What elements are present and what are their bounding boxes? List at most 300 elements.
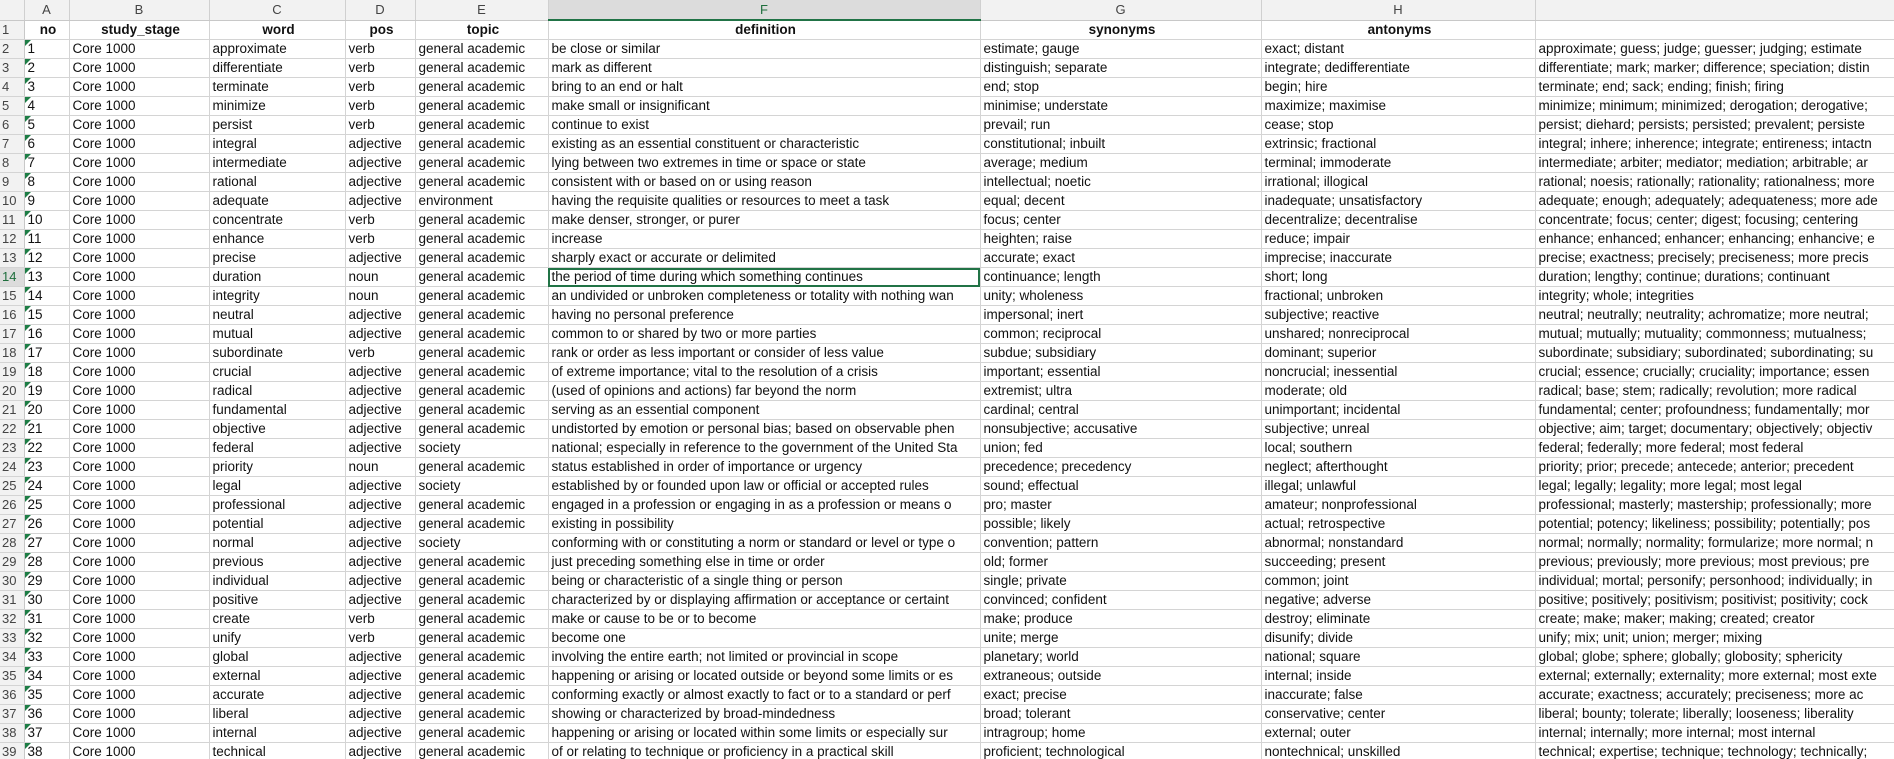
cell-antonyms[interactable]: inaccurate; false	[1261, 686, 1535, 705]
cell-word-family[interactable]: liberal; bounty; tolerate; liberally; looseness; liberality	[1535, 705, 1894, 724]
cell-word-family[interactable]: concentrate; focus; center; digest; focusing; centering	[1535, 211, 1894, 230]
cell-word-family[interactable]: differentiate; mark; marker; difference; speciation; distin	[1535, 59, 1894, 78]
cell-antonyms[interactable]: external; outer	[1261, 724, 1535, 743]
cell-word[interactable]: previous	[209, 553, 345, 572]
cell-synonyms[interactable]: possible; likely	[980, 515, 1261, 534]
cell-word-family[interactable]: subordinate; subsidiary; subordinated; subordinating; su	[1535, 344, 1894, 363]
cell-synonyms[interactable]: focus; center	[980, 211, 1261, 230]
cell-word[interactable]: approximate	[209, 40, 345, 59]
header-cell-study-stage[interactable]: study_stage	[69, 20, 209, 40]
cell-study-stage[interactable]: Core 1000	[69, 382, 209, 401]
cell-synonyms[interactable]: proficient; technological	[980, 743, 1261, 759]
cell-no[interactable]: 6	[24, 135, 69, 154]
cell-word-family[interactable]: mutual; mutually; mutuality; commonness; mutualness;	[1535, 325, 1894, 344]
cell-word[interactable]: individual	[209, 572, 345, 591]
row-number[interactable]: 39	[0, 743, 24, 759]
cell-word[interactable]: precise	[209, 249, 345, 268]
cell-study-stage[interactable]: Core 1000	[69, 648, 209, 667]
cell-study-stage[interactable]: Core 1000	[69, 401, 209, 420]
cell-word-family[interactable]: precise; exactness; precisely; preciseness; more precis	[1535, 249, 1894, 268]
cell-no[interactable]: 33	[24, 648, 69, 667]
row-number[interactable]: 18	[0, 344, 24, 363]
cell-word[interactable]: rational	[209, 173, 345, 192]
cell-word-family[interactable]: individual; mortal; personify; personhood; individually; in	[1535, 572, 1894, 591]
cell-study-stage[interactable]: Core 1000	[69, 363, 209, 382]
cell-antonyms[interactable]: imprecise; inaccurate	[1261, 249, 1535, 268]
cell-antonyms[interactable]: irrational; illogical	[1261, 173, 1535, 192]
cell-no[interactable]: 15	[24, 306, 69, 325]
cell-pos[interactable]: verb	[345, 344, 415, 363]
cell-topic[interactable]: society	[415, 477, 548, 496]
row-number[interactable]: 26	[0, 496, 24, 515]
cell-study-stage[interactable]: Core 1000	[69, 572, 209, 591]
cell-word-family[interactable]: fundamental; center; profoundness; fundamentally; mor	[1535, 401, 1894, 420]
cell-topic[interactable]: general academic	[415, 40, 548, 59]
cell-word[interactable]: integrity	[209, 287, 345, 306]
cell-study-stage[interactable]: Core 1000	[69, 515, 209, 534]
cell-definition[interactable]: of or relating to technique or proficiency in a practical skill	[548, 743, 980, 759]
cell-word[interactable]: fundamental	[209, 401, 345, 420]
header-cell-word[interactable]: word	[209, 20, 345, 40]
column-letter-b[interactable]: B	[69, 0, 209, 20]
cell-definition[interactable]: engaged in a profession or engaging in as a profession or means o	[548, 496, 980, 515]
cell-antonyms[interactable]: disunify; divide	[1261, 629, 1535, 648]
cell-word[interactable]: mutual	[209, 325, 345, 344]
cell-word-family[interactable]: normal; normally; normality; formularize; more normal; n	[1535, 534, 1894, 553]
cell-no[interactable]: 37	[24, 724, 69, 743]
cell-pos[interactable]: adjective	[345, 192, 415, 211]
row-number[interactable]: 21	[0, 401, 24, 420]
row-number[interactable]: 7	[0, 135, 24, 154]
cell-word-family[interactable]: global; globe; sphere; globally; globosity; sphericity	[1535, 648, 1894, 667]
cell-synonyms[interactable]: cardinal; central	[980, 401, 1261, 420]
cell-no[interactable]: 16	[24, 325, 69, 344]
cell-topic[interactable]: general academic	[415, 363, 548, 382]
cell-definition[interactable]: showing or characterized by broad-mindedness	[548, 705, 980, 724]
cell-word[interactable]: create	[209, 610, 345, 629]
cell-pos[interactable]: adjective	[345, 306, 415, 325]
cell-topic[interactable]: general academic	[415, 249, 548, 268]
cell-definition[interactable]: common to or shared by two or more parties	[548, 325, 980, 344]
cell-study-stage[interactable]: Core 1000	[69, 192, 209, 211]
cell-pos[interactable]: adjective	[345, 363, 415, 382]
cell-study-stage[interactable]: Core 1000	[69, 705, 209, 724]
row-number[interactable]: 30	[0, 572, 24, 591]
row-number[interactable]: 14	[0, 268, 24, 287]
cell-study-stage[interactable]: Core 1000	[69, 40, 209, 59]
cell-antonyms[interactable]: amateur; nonprofessional	[1261, 496, 1535, 515]
cell-no[interactable]: 4	[24, 97, 69, 116]
row-number[interactable]: 13	[0, 249, 24, 268]
cell-study-stage[interactable]: Core 1000	[69, 173, 209, 192]
cell-study-stage[interactable]: Core 1000	[69, 743, 209, 759]
cell-no[interactable]: 20	[24, 401, 69, 420]
cell-topic[interactable]: general academic	[415, 610, 548, 629]
cell-synonyms[interactable]: common; reciprocal	[980, 325, 1261, 344]
cell-no[interactable]: 21	[24, 420, 69, 439]
cell-synonyms[interactable]: planetary; world	[980, 648, 1261, 667]
cell-no[interactable]: 9	[24, 192, 69, 211]
cell-study-stage[interactable]: Core 1000	[69, 249, 209, 268]
cell-topic[interactable]: general academic	[415, 420, 548, 439]
cell-definition[interactable]: lying between two extremes in time or space or state	[548, 154, 980, 173]
cell-no[interactable]: 19	[24, 382, 69, 401]
cell-word-family[interactable]: terminate; end; sack; ending; finish; firing	[1535, 78, 1894, 97]
cell-word-family[interactable]: potential; potency; likeliness; possibility; potentially; pos	[1535, 515, 1894, 534]
cell-topic[interactable]: general academic	[415, 458, 548, 477]
cell-topic[interactable]: society	[415, 439, 548, 458]
cell-pos[interactable]: verb	[345, 78, 415, 97]
cell-word[interactable]: neutral	[209, 306, 345, 325]
cell-study-stage[interactable]: Core 1000	[69, 268, 209, 287]
cell-pos[interactable]: verb	[345, 230, 415, 249]
cell-no[interactable]: 38	[24, 743, 69, 759]
cell-synonyms[interactable]: broad; tolerant	[980, 705, 1261, 724]
cell-synonyms[interactable]: average; medium	[980, 154, 1261, 173]
row-number[interactable]: 22	[0, 420, 24, 439]
cell-topic[interactable]: society	[415, 534, 548, 553]
cell-synonyms[interactable]: nonsubjective; accusative	[980, 420, 1261, 439]
cell-topic[interactable]: general academic	[415, 648, 548, 667]
cell-antonyms[interactable]: succeeding; present	[1261, 553, 1535, 572]
cell-word[interactable]: intermediate	[209, 154, 345, 173]
cell-topic[interactable]: general academic	[415, 382, 548, 401]
cell-word-family[interactable]: objective; aim; target; documentary; objectively; objectiv	[1535, 420, 1894, 439]
row-number[interactable]: 8	[0, 154, 24, 173]
cell-word[interactable]: federal	[209, 439, 345, 458]
cell-pos[interactable]: adjective	[345, 572, 415, 591]
cell-word-family[interactable]: intermediate; arbiter; mediator; mediation; arbitrable; ar	[1535, 154, 1894, 173]
cell-pos[interactable]: noun	[345, 268, 415, 287]
cell-antonyms[interactable]: extrinsic; fractional	[1261, 135, 1535, 154]
cell-pos[interactable]: adjective	[345, 249, 415, 268]
row-number[interactable]: 38	[0, 724, 24, 743]
row-number[interactable]: 25	[0, 477, 24, 496]
cell-definition[interactable]: make or cause to be or to become	[548, 610, 980, 629]
cell-word-family[interactable]: federal; federally; more federal; most federal	[1535, 439, 1894, 458]
cell-study-stage[interactable]: Core 1000	[69, 724, 209, 743]
cell-pos[interactable]: adjective	[345, 135, 415, 154]
cell-definition[interactable]: serving as an essential component	[548, 401, 980, 420]
cell-topic[interactable]: general academic	[415, 572, 548, 591]
cell-word-family[interactable]: enhance; enhanced; enhancer; enhancing; enhancive; e	[1535, 230, 1894, 249]
header-cell-pos[interactable]: pos	[345, 20, 415, 40]
cell-pos[interactable]: adjective	[345, 496, 415, 515]
cell-definition[interactable]: status established in order of importance or urgency	[548, 458, 980, 477]
cell-pos[interactable]: verb	[345, 40, 415, 59]
cell-synonyms[interactable]: accurate; exact	[980, 249, 1261, 268]
cell-topic[interactable]: general academic	[415, 591, 548, 610]
cell-pos[interactable]: adjective	[345, 325, 415, 344]
cell-pos[interactable]: adjective	[345, 705, 415, 724]
cell-antonyms[interactable]: illegal; unlawful	[1261, 477, 1535, 496]
cell-study-stage[interactable]: Core 1000	[69, 477, 209, 496]
cell-definition[interactable]: bring to an end or halt	[548, 78, 980, 97]
cell-definition[interactable]: continue to exist	[548, 116, 980, 135]
cell-synonyms[interactable]: subdue; subsidiary	[980, 344, 1261, 363]
cell-no[interactable]: 8	[24, 173, 69, 192]
cell-word-family[interactable]: positive; positively; positivism; positivist; positivity; cock	[1535, 591, 1894, 610]
cell-word-family[interactable]: minimize; minimum; minimized; derogation; derogative;	[1535, 97, 1894, 116]
cell-synonyms[interactable]: equal; decent	[980, 192, 1261, 211]
cell-study-stage[interactable]: Core 1000	[69, 59, 209, 78]
cell-antonyms[interactable]: conservative; center	[1261, 705, 1535, 724]
cell-synonyms[interactable]: unite; merge	[980, 629, 1261, 648]
cell-word[interactable]: unify	[209, 629, 345, 648]
cell-antonyms[interactable]: exact; distant	[1261, 40, 1535, 59]
cell-pos[interactable]: noun	[345, 287, 415, 306]
row-number[interactable]: 35	[0, 667, 24, 686]
cell-study-stage[interactable]: Core 1000	[69, 610, 209, 629]
row-number[interactable]: 34	[0, 648, 24, 667]
cell-antonyms[interactable]: abnormal; nonstandard	[1261, 534, 1535, 553]
cell-study-stage[interactable]: Core 1000	[69, 211, 209, 230]
cell-word[interactable]: external	[209, 667, 345, 686]
row-number[interactable]: 33	[0, 629, 24, 648]
cell-synonyms[interactable]: minimise; understate	[980, 97, 1261, 116]
row-number[interactable]: 19	[0, 363, 24, 382]
cell-word-family[interactable]: external; externally; externality; more external; most exte	[1535, 667, 1894, 686]
cell-word-family[interactable]: radical; base; stem; radically; revolution; more radical	[1535, 382, 1894, 401]
row-number[interactable]: 2	[0, 40, 24, 59]
cell-antonyms[interactable]: actual; retrospective	[1261, 515, 1535, 534]
row-number[interactable]: 17	[0, 325, 24, 344]
cell-pos[interactable]: adjective	[345, 534, 415, 553]
cell-pos[interactable]: adjective	[345, 477, 415, 496]
cell-pos[interactable]: adjective	[345, 420, 415, 439]
cell-pos[interactable]: adjective	[345, 439, 415, 458]
cell-synonyms[interactable]: exact; precise	[980, 686, 1261, 705]
cell-antonyms[interactable]: nontechnical; unskilled	[1261, 743, 1535, 759]
cell-pos[interactable]: verb	[345, 59, 415, 78]
cell-topic[interactable]: general academic	[415, 287, 548, 306]
cell-definition[interactable]: sharply exact or accurate or delimited	[548, 249, 980, 268]
cell-definition[interactable]: rank or order as less important or consider of less value	[548, 344, 980, 363]
cell-pos[interactable]: noun	[345, 458, 415, 477]
cell-topic[interactable]: general academic	[415, 325, 548, 344]
cell-word-family[interactable]: legal; legally; legality; more legal; most legal	[1535, 477, 1894, 496]
cell-definition[interactable]: conforming exactly or almost exactly to fact or to a standard or perf	[548, 686, 980, 705]
row-number[interactable]: 6	[0, 116, 24, 135]
cell-definition[interactable]: conforming with or constituting a norm or standard or level or type o	[548, 534, 980, 553]
cell-definition[interactable]: established by or founded upon law or official or accepted rules	[548, 477, 980, 496]
cell-pos[interactable]: adjective	[345, 667, 415, 686]
cell-study-stage[interactable]: Core 1000	[69, 135, 209, 154]
cell-synonyms[interactable]: convention; pattern	[980, 534, 1261, 553]
cell-pos[interactable]: adjective	[345, 553, 415, 572]
cell-synonyms[interactable]: continuance; length	[980, 268, 1261, 287]
cell-no[interactable]: 24	[24, 477, 69, 496]
cell-topic[interactable]: general academic	[415, 401, 548, 420]
cell-study-stage[interactable]: Core 1000	[69, 78, 209, 97]
cell-word-family[interactable]: duration; lengthy; continue; durations; continuant	[1535, 268, 1894, 287]
column-letter-d[interactable]: D	[345, 0, 415, 20]
cell-study-stage[interactable]: Core 1000	[69, 553, 209, 572]
cell-definition[interactable]: being or characteristic of a single thing or person	[548, 572, 980, 591]
cell-antonyms[interactable]: common; joint	[1261, 572, 1535, 591]
cell-synonyms[interactable]: estimate; gauge	[980, 40, 1261, 59]
cell-synonyms[interactable]: intellectual; noetic	[980, 173, 1261, 192]
cell-word-family[interactable]: rational; noesis; rationally; rationality; rationalness; more	[1535, 173, 1894, 192]
cell-word[interactable]: accurate	[209, 686, 345, 705]
cell-word[interactable]: radical	[209, 382, 345, 401]
row-number[interactable]: 27	[0, 515, 24, 534]
cell-topic[interactable]: general academic	[415, 344, 548, 363]
row-number[interactable]: 3	[0, 59, 24, 78]
cell-synonyms[interactable]: unity; wholeness	[980, 287, 1261, 306]
cell-word-family[interactable]: priority; prior; precede; antecede; anterior; precedent	[1535, 458, 1894, 477]
cell-synonyms[interactable]: old; former	[980, 553, 1261, 572]
cell-antonyms[interactable]: begin; hire	[1261, 78, 1535, 97]
cell-definition[interactable]: make denser, stronger, or purer	[548, 211, 980, 230]
cell-word[interactable]: global	[209, 648, 345, 667]
cell-study-stage[interactable]: Core 1000	[69, 154, 209, 173]
cell-study-stage[interactable]: Core 1000	[69, 325, 209, 344]
cell-no[interactable]: 28	[24, 553, 69, 572]
row-number[interactable]: 16	[0, 306, 24, 325]
cell-definition[interactable]: national; especially in reference to the government of the United Sta	[548, 439, 980, 458]
cell-pos[interactable]: adjective	[345, 743, 415, 759]
column-letter-f[interactable]: F	[548, 0, 980, 20]
cell-topic[interactable]: general academic	[415, 553, 548, 572]
row-number[interactable]: 5	[0, 97, 24, 116]
cell-word[interactable]: minimize	[209, 97, 345, 116]
cell-definition[interactable]: mark as different	[548, 59, 980, 78]
cell-topic[interactable]: general academic	[415, 268, 548, 287]
header-cell-topic[interactable]: topic	[415, 20, 548, 40]
cell-no[interactable]: 13	[24, 268, 69, 287]
cell-pos[interactable]: adjective	[345, 648, 415, 667]
cell-word-family[interactable]: integral; inhere; inherence; integrate; entireness; intactn	[1535, 135, 1894, 154]
cell-definition[interactable]: be close or similar	[548, 40, 980, 59]
cell-definition[interactable]: having the requisite qualities or resources to meet a task	[548, 192, 980, 211]
cell-antonyms[interactable]: integrate; dedifferentiate	[1261, 59, 1535, 78]
row-number[interactable]: 9	[0, 173, 24, 192]
cell-definition[interactable]: existing in possibility	[548, 515, 980, 534]
cell-no[interactable]: 12	[24, 249, 69, 268]
cell-definition[interactable]: involving the entire earth; not limited or provincial in scope	[548, 648, 980, 667]
cell-antonyms[interactable]: short; long	[1261, 268, 1535, 287]
cell-definition[interactable]: increase	[548, 230, 980, 249]
cell-word[interactable]: liberal	[209, 705, 345, 724]
cell-topic[interactable]: general academic	[415, 154, 548, 173]
cell-definition[interactable]: having no personal preference	[548, 306, 980, 325]
cell-pos[interactable]: adjective	[345, 724, 415, 743]
cell-synonyms[interactable]: make; produce	[980, 610, 1261, 629]
cell-synonyms[interactable]: intragroup; home	[980, 724, 1261, 743]
cell-study-stage[interactable]: Core 1000	[69, 287, 209, 306]
header-cell-word-family[interactable]	[1535, 20, 1894, 40]
cell-definition[interactable]: undistorted by emotion or personal bias; based on observable phen	[548, 420, 980, 439]
cell-word[interactable]: integral	[209, 135, 345, 154]
cell-no[interactable]: 14	[24, 287, 69, 306]
cell-word[interactable]: subordinate	[209, 344, 345, 363]
row-number[interactable]: 37	[0, 705, 24, 724]
row-number[interactable]: 36	[0, 686, 24, 705]
cell-synonyms[interactable]: impersonal; inert	[980, 306, 1261, 325]
cell-definition[interactable]: become one	[548, 629, 980, 648]
cell-word-family[interactable]: persist; diehard; persists; persisted; prevalent; persiste	[1535, 116, 1894, 135]
row-number[interactable]: 4	[0, 78, 24, 97]
cell-definition[interactable]: an undivided or unbroken completeness or totality with nothing wan	[548, 287, 980, 306]
row-number[interactable]: 32	[0, 610, 24, 629]
cell-study-stage[interactable]: Core 1000	[69, 97, 209, 116]
header-cell-antonyms[interactable]: antonyms	[1261, 20, 1535, 40]
cell-no[interactable]: 25	[24, 496, 69, 515]
cell-word[interactable]: objective	[209, 420, 345, 439]
column-letter-a[interactable]: A	[24, 0, 69, 20]
cell-definition[interactable]: consistent with or based on or using reason	[548, 173, 980, 192]
cell-definition[interactable]: characterized by or displaying affirmation or acceptance or certaint	[548, 591, 980, 610]
cell-no[interactable]: 11	[24, 230, 69, 249]
cell-no[interactable]: 26	[24, 515, 69, 534]
cell-study-stage[interactable]: Core 1000	[69, 686, 209, 705]
cell-synonyms[interactable]: distinguish; separate	[980, 59, 1261, 78]
cell-definition[interactable]: make small or insignificant	[548, 97, 980, 116]
cell-word-family[interactable]: accurate; exactness; accurately; preciseness; more ac	[1535, 686, 1894, 705]
cell-no[interactable]: 10	[24, 211, 69, 230]
cell-antonyms[interactable]: decentralize; decentralise	[1261, 211, 1535, 230]
cell-antonyms[interactable]: fractional; unbroken	[1261, 287, 1535, 306]
cell-synonyms[interactable]: single; private	[980, 572, 1261, 591]
cell-pos[interactable]: verb	[345, 97, 415, 116]
cell-no[interactable]: 23	[24, 458, 69, 477]
cell-word[interactable]: concentrate	[209, 211, 345, 230]
cell-synonyms[interactable]: pro; master	[980, 496, 1261, 515]
cell-topic[interactable]: environment	[415, 192, 548, 211]
cell-antonyms[interactable]: moderate; old	[1261, 382, 1535, 401]
cell-pos[interactable]: adjective	[345, 382, 415, 401]
cell-word[interactable]: enhance	[209, 230, 345, 249]
cell-study-stage[interactable]: Core 1000	[69, 591, 209, 610]
cell-topic[interactable]: general academic	[415, 230, 548, 249]
cell-pos[interactable]: adjective	[345, 154, 415, 173]
cell-word[interactable]: technical	[209, 743, 345, 759]
cell-no[interactable]: 34	[24, 667, 69, 686]
cell-pos[interactable]: adjective	[345, 686, 415, 705]
row-number[interactable]: 12	[0, 230, 24, 249]
header-cell-definition[interactable]: definition	[548, 20, 980, 40]
row-number[interactable]: 28	[0, 534, 24, 553]
cell-topic[interactable]: general academic	[415, 135, 548, 154]
cell-study-stage[interactable]: Core 1000	[69, 306, 209, 325]
cell-study-stage[interactable]: Core 1000	[69, 344, 209, 363]
cell-pos[interactable]: adjective	[345, 173, 415, 192]
cell-synonyms[interactable]: prevail; run	[980, 116, 1261, 135]
cell-word[interactable]: positive	[209, 591, 345, 610]
cell-topic[interactable]: general academic	[415, 116, 548, 135]
cell-no[interactable]: 35	[24, 686, 69, 705]
cell-antonyms[interactable]: unimportant; incidental	[1261, 401, 1535, 420]
cell-topic[interactable]: general academic	[415, 59, 548, 78]
cell-no[interactable]: 29	[24, 572, 69, 591]
row-number[interactable]: 31	[0, 591, 24, 610]
cell-definition[interactable]: the period of time during which something continues	[548, 268, 980, 287]
cell-word[interactable]: professional	[209, 496, 345, 515]
cell-topic[interactable]: general academic	[415, 211, 548, 230]
cell-topic[interactable]: general academic	[415, 629, 548, 648]
cell-word[interactable]: persist	[209, 116, 345, 135]
cell-synonyms[interactable]: heighten; raise	[980, 230, 1261, 249]
cell-synonyms[interactable]: constitutional; inbuilt	[980, 135, 1261, 154]
cell-topic[interactable]: general academic	[415, 743, 548, 759]
cell-word-family[interactable]: integrity; whole; integrities	[1535, 287, 1894, 306]
cell-antonyms[interactable]: terminal; immoderate	[1261, 154, 1535, 173]
cell-topic[interactable]: general academic	[415, 724, 548, 743]
header-cell-no[interactable]: no	[24, 20, 69, 40]
column-letter-c[interactable]: C	[209, 0, 345, 20]
cell-no[interactable]: 7	[24, 154, 69, 173]
